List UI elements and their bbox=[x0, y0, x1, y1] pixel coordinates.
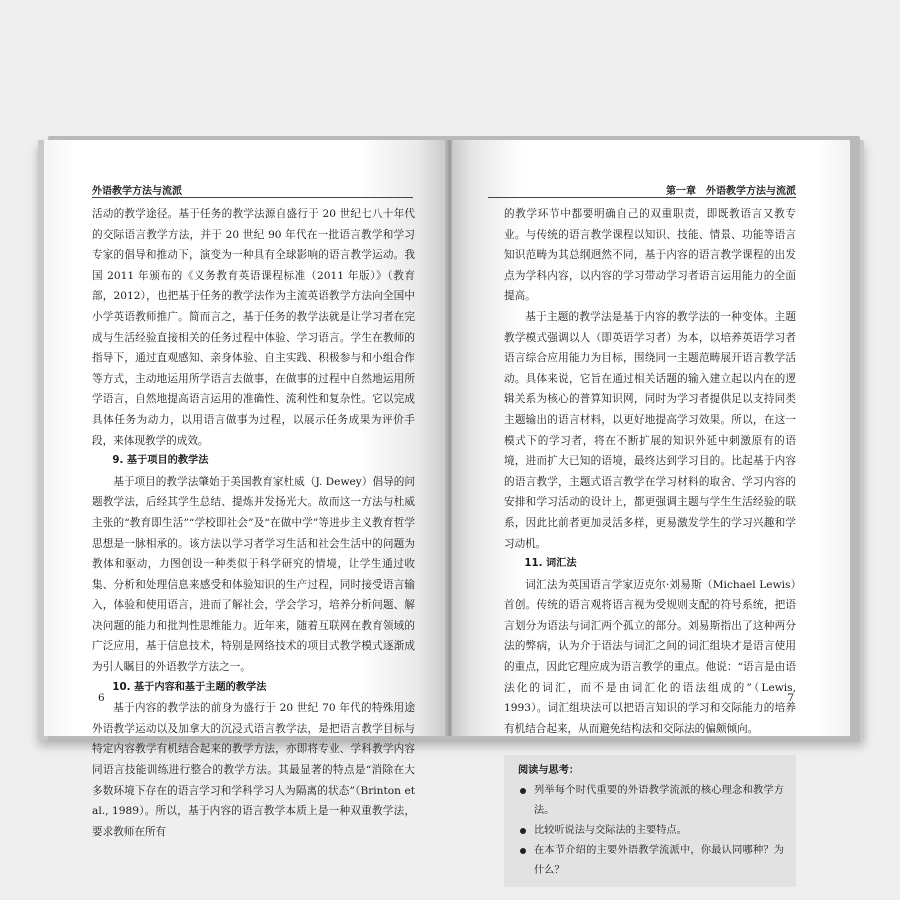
reading-and-thinking-box bbox=[504, 755, 796, 887]
right-page bbox=[452, 140, 850, 877]
reading-box-item bbox=[518, 781, 784, 821]
bullet-icon bbox=[520, 828, 526, 834]
left-header-rule bbox=[92, 197, 413, 198]
body-paragraph: 活动的教学途径。基于任务的教学法源自盛行于 20 世纪七八十年代的交际语言教学方法，并于 20 世纪 90 年代在一批语言教学和学习专家的倡导和推动下，演变为一种具有全球影响的语言教学运动。我国 2011 年颁布的《义务教育英语课程标准（2011 年版）》（教育部，2012），也把基于任务的教学法作为主流英语教学方法向全国中小学英语教师推广。简而言之，基于任务的教学法就是让学习者在完成与生活经验直接相关的任务过程中体验、学习语言。学生在教师的指导下，通过直观感知、亲身体验、自主实践、积极参与和小组合作等方式，主动地运用所学语言去做事，在做事的过程中自然地运用所学语言，自然地提高语言运用的准确性、流利性和复杂性。它以完成具体任务为动力，以用语言做事为过程，以展示任务成果为评价手段，来体现教学的成效。 bbox=[92, 208, 415, 447]
left-page-body bbox=[92, 204, 415, 842]
right-page-number: 7 bbox=[787, 692, 794, 704]
body-paragraph: 词汇法为英国语言学家迈克尔·刘易斯（Michael Lewis）首创。传统的语言观将语言视为受规则支配的符号系统，把语言划分为语法与词汇两个孤立的部分。刘易斯指出了这种两分法的弊病，认为介于语法与词汇之间的词汇组块才是语言使用的重点，因此它理应成为语言教学的重点。他说：“语言是由语法化的词汇，而不是由词汇化的语法组成的”（Lewis, 1993）。词汇组块法可以把语言知识的学习和交际能力的培养有机结合起来，从而避免结构法和交际法的偏颇倾向。 bbox=[504, 578, 796, 735]
right-page-paragraphs bbox=[504, 204, 796, 739]
body-paragraph: 的教学环节中都要明确自己的双重职责，即既教语言又教专业。与传统的语言教学课程以知识、技能、情景、功能等语言知识范畴为其总纲迥然不同，基于内容的语言教学课程的出发点为学科内容，以内容的学习带动学习者语言运用能力的全面提高。 bbox=[504, 208, 796, 303]
right-running-head: 第一章 外语教学方法与流派 bbox=[666, 186, 796, 197]
body-paragraph: 基于主题的教学法是基于内容的教学法的一种变体。主题教学模式强调以人（即英语学习者）为本，以培养英语学习者语言综合应用能力为目标，围绕同一主题范畴展开语言教学活动。具体来说，它旨在通过相关话题的输入建立起以内在的逻辑关系为核心的普算知识网，同时为学习者提供足以支持同类主题输出的语言材料，以更好地提高学习效果。所以，在这一模式下的学习者，将在不断扩展的知识外延中刺激原有的语境，进而扩大已知的语境，最终达到学习目的。比起基于内容的语言教学，主题式语言教学在学习材料的取舍、学习内容的安排和学习活动的设计上，都更强调主题与学生生活经验的联系，因此比前者更加灵活多样，更易激发学生的学习兴趣和学习动机。 bbox=[504, 310, 796, 550]
bullet-icon bbox=[520, 788, 526, 794]
left-page bbox=[44, 140, 447, 838]
reading-box-item-text: 在本节介绍的主要外语教学流派中，你最认同哪种？为什么？ bbox=[534, 845, 784, 877]
right-page-body bbox=[504, 204, 796, 887]
body-paragraph: 基于内容的教学法的前身为盛行于 20 世纪 70 年代的特殊用途外语教学运动以及加拿大的沉浸式语言教学法，是把语言教学目标与特定内容教学有机结合起来的教学方法，亦即将专业、学科教学内容同语言技能训练进行整合的教学方法。其最显著的特点是“消除在大多数环境下存在的语言学习和学科学习人为隔离的状态”（Brinton et al., 1989）。所以，基于内容的语言教学本质上是一种双重教学法，要求教师在所有 bbox=[92, 702, 415, 838]
body-paragraph: 基于项目的教学法肇始于美国教育家杜威（J. Dewey）倡导的问题教学法，后经其学生总结、提炼并发扬光大。故而这一方法与杜威主张的“教育即生活”“学校即社会”及“在做中学”等进步主义教育哲学思想是一脉相承的。该方法以学习者学习生活和社会生活中的问题为教体和驱动，力图创设一种类似于科学研究的情境，让学生通过收集、分析和处理信息来感受和体验知识的生产过程，同时接受语言输入，体验和使用语言，进而了解社会，学会学习，培养分析问题、解决问题的能力和批判性思维能力。近年来，随着互联网在教育领域的广泛应用，基于信息技术，特别是网络技术的项目式教学模式逐渐成为引人瞩目的外语教学方法之一。 bbox=[92, 475, 415, 674]
reading-box-item-text: 比较听说法与交际法的主要特点。 bbox=[534, 825, 687, 837]
reading-box-list bbox=[518, 781, 784, 881]
right-header-rule bbox=[488, 197, 796, 198]
bullet-icon bbox=[520, 848, 526, 854]
left-page-number: 6 bbox=[98, 692, 105, 704]
section-heading: 11. 词汇法 bbox=[524, 558, 577, 570]
reading-box-item bbox=[518, 821, 784, 841]
reading-box-item-text: 列举每个时代重要的外语教学流派的核心理念和教学方法。 bbox=[534, 785, 784, 817]
section-heading: 10. 基于内容和基于主题的教学法 bbox=[112, 681, 267, 693]
reading-box-title: 阅读与思考： bbox=[518, 765, 580, 777]
reading-box-item bbox=[518, 841, 784, 881]
section-heading: 9. 基于项目的教学法 bbox=[112, 455, 209, 467]
left-running-head: 外语教学方法与流派 bbox=[92, 186, 182, 197]
